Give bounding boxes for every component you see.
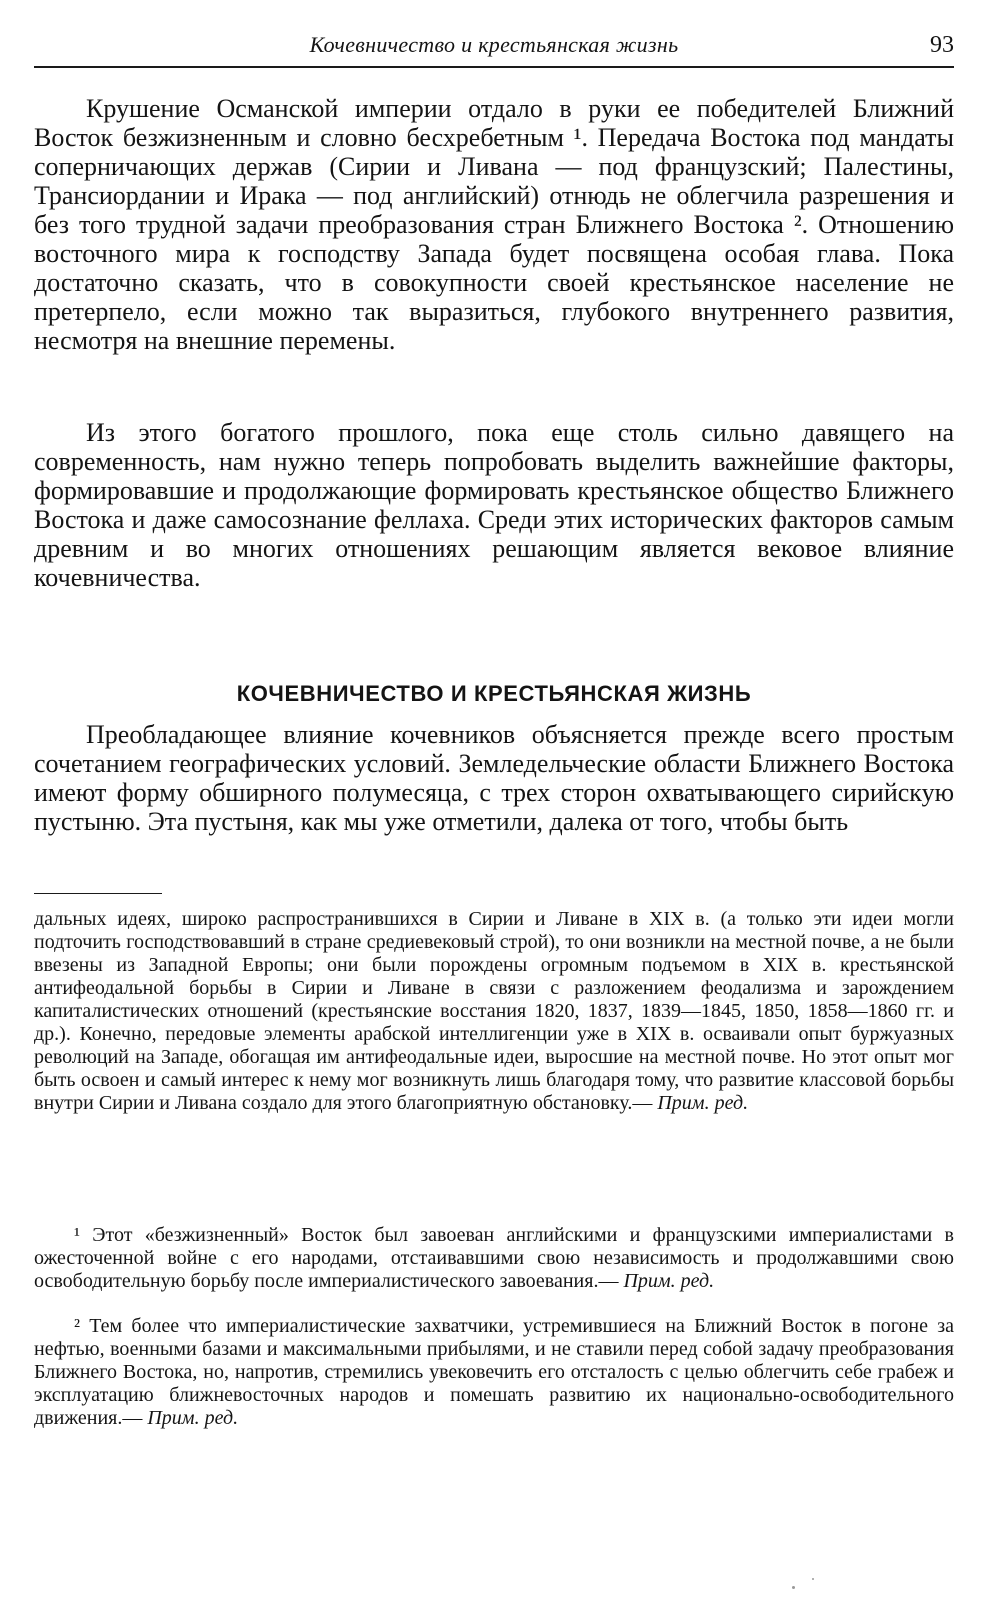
section-heading: КОЧЕВНИЧЕСТВО И КРЕСТЬЯНСКАЯ ЖИЗНЬ: [236, 681, 752, 706]
paragraph-text: Крушение Османской империи отдало в руки ее победителей Ближний Восток безжизненным и словно бесхребетным ¹. Передача Востока под мандаты соперничающих держав (Сирии и Ливана — под французский; Палестины, Трансиордании и Ирака — под английский) отнюдь не облегчила разрешения и без того трудной задачи преобразования стран Ближнего Востока ². Отношению восточного мира к господству Запада будет посвящена особая глава. Пока достаточно сказать, что в совокупности своей крестьянское население не претерпело, если можно так выразиться, глубокого внутреннего развития, несмотря на внешние перемены.: [34, 94, 954, 355]
footnote-1: [34, 1224, 954, 1293]
paragraph-text: Из этого богатого прошлого, пока еще столь сильно давящего на современность, нам нужно теперь попробовать выделить важнейшие факторы, формировавшие и продолжающие формировать крестьянское общество Ближнего Востока и даже самосознание феллаха. Среди этих исторических факторов самым древним и во многих отношениях решающим является вековое влияние кочевничества.: [34, 418, 954, 592]
footnote-2: [34, 1315, 954, 1430]
footnote-continuation: [34, 908, 954, 1115]
footnote-separator: [34, 893, 162, 894]
scan-speck: [792, 1586, 795, 1589]
editor-note-ref: Прим. ред.: [147, 1407, 239, 1429]
running-header: [34, 24, 954, 68]
page-number: 93: [930, 32, 954, 58]
body-paragraph-1: [34, 94, 954, 355]
section-paragraph: [34, 720, 954, 836]
editor-note-ref: Прим. ред.: [657, 1092, 749, 1114]
scan-speck: [812, 1578, 814, 1580]
paragraph-text: Преобладающее влияние кочевников объясняется прежде всего простым сочетанием географических условий. Земледельческие области Ближнего Востока имеют форму обширного полумесяца, с трех сторон охватывающего сирийскую пустыню. Эта пустыня, как мы уже отметили, далека от того, чтобы быть: [34, 720, 954, 836]
footnote-text: ² Тем более что империалистические захватчики, устремившиеся на Ближний Восток в погоне за нефтью, военными базами и максимальными прибылями, и не ставили перед собой задачу преобразования Ближнего Востока, но, напротив, стремились увековечить его отсталость с целью облегчить себе грабеж и эксплуатацию ближневосточных народов и помешать развитию их национально-освободительного движения.—: [34, 1315, 954, 1429]
running-title: Кочевничество и крестьянская жизнь: [309, 32, 679, 57]
editor-note-ref: Прим. ред.: [623, 1270, 715, 1292]
footnote-text: ¹ Этот «безжизненный» Восток был завоеван английскими и французскими империалистами в ожесточенной войне с его народами, отстаивавшими свою независимость и продолжавшими свою освободительную борьбу после империалистического завоевания.—: [34, 1224, 954, 1292]
body-paragraph-2: [34, 418, 954, 592]
footnote-text: дальных идеях, широко распространившихся в Сирии и Ливане в XIX в. (а только эти идеи могли подточить господствовавший в стране средиевековый строй), то они возникли на местной почве, а не были ввезены из Западной Европы; они были порождены огромным подъемом в XIX в. крестьянской антифеодальной борьбы в Сирии и Ливане в связи с разложением феодализма и зарождением капиталистических отношений (крестьянские восстания 1820, 1837, 1839—1845, 1850, 1858—1860 гг. и др.). Конечно, передовые элементы арабской интеллигенции уже в XIX в. осваивали опыт буржуазных революций на Западе, обогащая им антифеодальные идеи, выросшие на местной почве. Но этот опыт мог быть освоен и самый интерес к нему мог возникнуть лишь благодаря тому, что развитие классовой борьбы внутри Сирии и Ливана создало для этого благоприятную обстановку.—: [34, 908, 954, 1114]
